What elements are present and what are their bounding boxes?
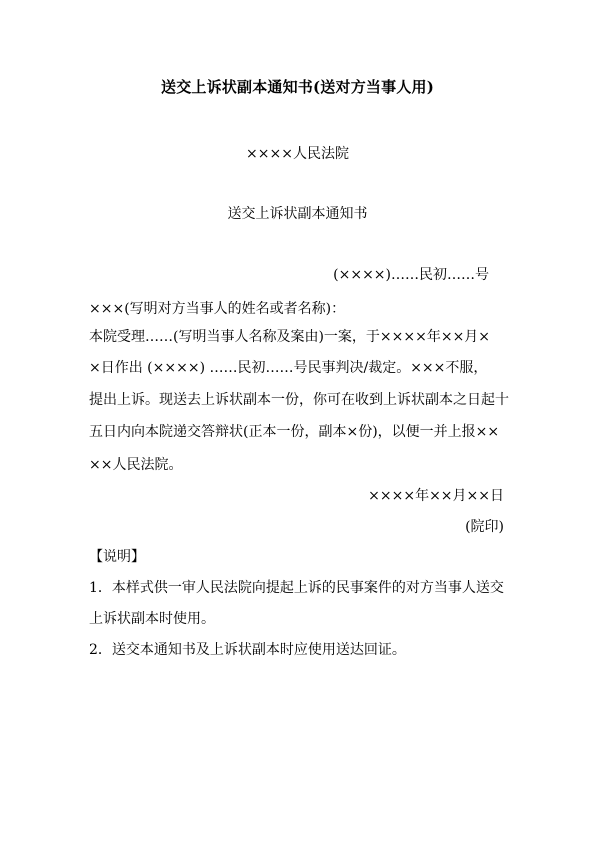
addressee-line: ×××(写明对方当事人的姓名或者名称)： (89, 301, 346, 317)
notice-title: 送交上诉状副本通知书 (227, 206, 368, 222)
body-line: ×日作出 (××××) ……民初……号民事判决/裁定。×××不服， (89, 360, 488, 376)
court-seal-label: (院印) (465, 519, 504, 535)
body-line: 五日内向本院递交答辩状(正本一份，副本×份)，以便一并上报×× (89, 424, 500, 440)
body-line: ××人民法院。 (89, 457, 183, 473)
note-line: 2．送交本通知书及上诉状副本时应使用送达回证。 (89, 642, 406, 658)
court-name: ××××人民法院 (246, 146, 349, 162)
case-number: (××××)……民初……号 (333, 267, 489, 283)
note-line: 1．本样式供一审人民法院向提起上诉的民事案件的对方当事人送交 (89, 580, 504, 596)
body-line: 本院受理……(写明当事人名称及案由)一案，于××××年××月× (89, 329, 491, 345)
note-line: 上诉状副本时使用。 (89, 611, 215, 627)
issue-date: ××××年××月××日 (368, 488, 504, 504)
document-title: 送交上诉状副本通知书(送对方当事人用) (161, 78, 434, 96)
body-line: 提出上诉。现送去上诉状副本一份，你可在收到上诉状副本之日起十 (89, 392, 509, 408)
notes-heading: 【说明】 (89, 549, 145, 565)
